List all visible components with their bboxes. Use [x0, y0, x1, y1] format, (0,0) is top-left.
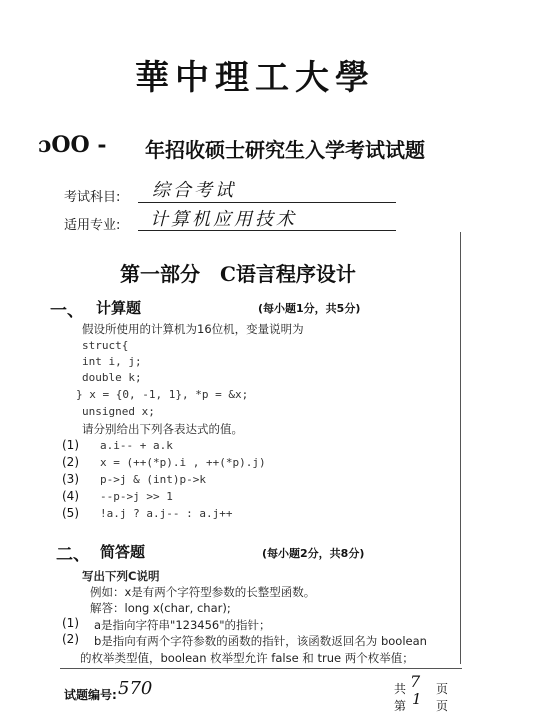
- major-label: 适用专业:: [64, 218, 121, 233]
- section2-heading: 写出下列C说明: [82, 569, 160, 583]
- question-expression: !a.j ? a.j-- : a.j++: [100, 507, 233, 520]
- subject-underline: [138, 202, 396, 203]
- section2-number: 二、: [56, 545, 90, 565]
- question-expression: a.i-- + a.k: [100, 439, 173, 452]
- question-expression: x = (++(*p).i , ++(*p).j): [100, 456, 266, 469]
- major-underline: [138, 230, 396, 231]
- code-line: int i, j;: [82, 355, 142, 368]
- total-pages-unit: 页: [436, 682, 449, 696]
- section1-title: 计算题: [96, 299, 142, 317]
- exam-code-value: 570: [118, 678, 153, 699]
- question-number: (5): [62, 506, 79, 520]
- question-number: (2): [62, 632, 79, 646]
- question-number: (1): [62, 616, 79, 630]
- frame-right-line: [460, 232, 461, 664]
- question-expression: p->j & (int)p->k: [100, 473, 206, 486]
- question-text-continuation: 的枚举类型值，boolean 枚举型允许 false 和 true 两个枚举值；: [80, 651, 414, 665]
- question-number: (3): [62, 472, 79, 486]
- major-value: 计算机应用技术: [150, 209, 297, 230]
- question-expression: --p->j >> 1: [100, 490, 173, 503]
- section1-number: 一、: [50, 301, 84, 321]
- exam-year: ɔOO -: [38, 132, 107, 158]
- question-number: (4): [62, 489, 79, 503]
- exam-title: 年招收硕士研究生入学考试试题: [145, 138, 425, 162]
- code-line: double k;: [82, 371, 142, 384]
- part-title: 第一部分 C语言程序设计: [120, 262, 356, 286]
- exam-code-label: 试题编号:: [64, 688, 117, 702]
- question-text: b是指向有两个字符参数的函数的指针，该函数返回名为 boolean: [94, 634, 427, 648]
- section1-intro: 假设所使用的计算机为16位机，变量说明为: [82, 322, 304, 336]
- section2-example: 例如：x是有两个字符型参数的长整型函数。: [90, 585, 316, 599]
- section2-score: (每小题2分，共8分): [262, 547, 365, 560]
- question-number: (2): [62, 455, 79, 469]
- total-pages-value: 7: [410, 672, 421, 691]
- question-text: a是指向字符串"123456"的指针；: [94, 618, 271, 632]
- code-line: } x = {0, -1, 1}, *p = &x;: [76, 388, 249, 401]
- section2-answer: 解答：long x(char, char);: [90, 601, 231, 615]
- code-line: unsigned x;: [82, 405, 155, 418]
- subject-value: 综合考试: [152, 180, 236, 201]
- section1-score: (每小题1分，共5分): [258, 302, 361, 315]
- section1-instruction: 请分别给出下列各表达式的值。: [82, 422, 243, 436]
- university-name: 華中理工大學: [135, 58, 375, 98]
- subject-label: 考试科目:: [64, 190, 121, 205]
- question-number: (1): [62, 438, 79, 452]
- code-line: struct{: [82, 339, 129, 352]
- frame-bottom-line: [60, 668, 462, 669]
- page-number-value: 1: [412, 690, 422, 708]
- section2-title: 简答题: [100, 543, 146, 561]
- page-number-unit: 页: [436, 699, 449, 713]
- total-pages-label: 共: [394, 682, 407, 696]
- page-number-label: 第: [394, 699, 407, 713]
